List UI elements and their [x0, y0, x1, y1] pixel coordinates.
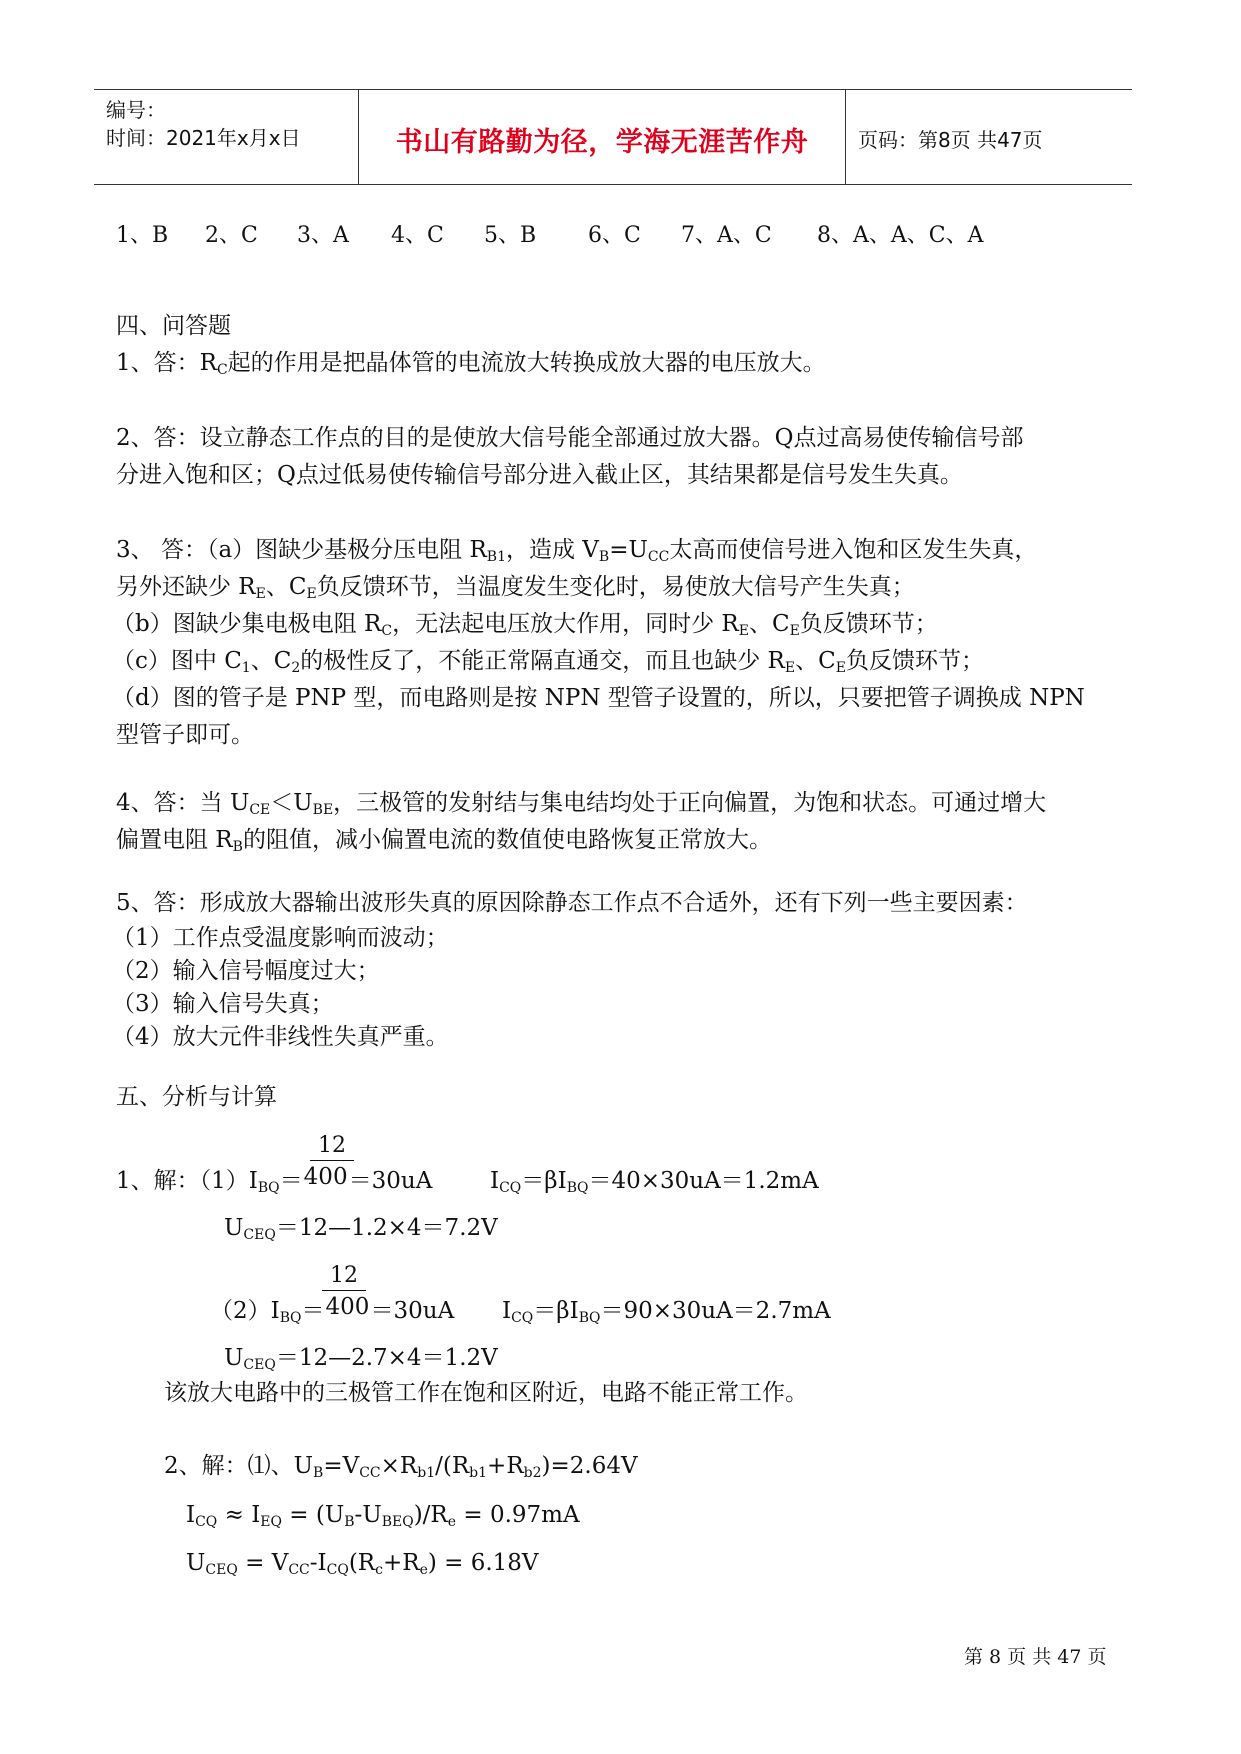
fraction-bar	[322, 1290, 366, 1291]
date-label: 时间：2021年x月x日	[106, 126, 301, 150]
fraction-2	[322, 1263, 366, 1293]
q3-line6: 型管子即可。	[116, 722, 254, 748]
fraction-denominator: 400	[303, 1164, 348, 1190]
calc1-uceq: $U_{CEQ}=12—1.2\times 4=7.2V$	[224, 1215, 498, 1243]
fraction-numerator: 12	[318, 1133, 346, 1158]
page-footer: 第 8 页 共 47 页	[964, 1646, 1107, 1668]
calc2-line1: $(2)I_{BQ}=400=30uA$	[210, 1294, 455, 1326]
mc-answer: 2、C	[205, 223, 258, 248]
mc-answer: 5、B	[484, 223, 537, 248]
q3-line1: 3、 答：（a）图缺少基极分压电阻 $R_{B1}$，造成 $V_B=U_{CC}$太高而使信号进入饱和区发生失真，	[116, 537, 1038, 565]
q1-answer: 1、答：$R_C$起的作用是把晶体管的电流放大转换成放大器的电压放大。	[116, 350, 826, 378]
q5-item: （2）输入信号幅度过大；	[112, 958, 380, 984]
fraction-1	[310, 1133, 354, 1163]
calc2-icq: $I_{CQ}=\beta I_{BQ}=90\times 30uA=2.7mA$	[502, 1298, 831, 1326]
motto: 书山有路勤为径，学海无涯苦作舟	[395, 127, 809, 158]
q2-line2: 分进入饱和区；Q点过低易使传输信号部分进入截止区，其结果都是信号发生失真。	[116, 462, 963, 488]
mc-answer: 1、B	[116, 223, 169, 248]
calc1-line1: 1、解：$(1)I_{BQ}=400=30uA$	[116, 1164, 433, 1196]
page-label: 页码：第8页 共47页	[858, 128, 1043, 152]
q5-item: （4）放大元件非线性失真严重。	[112, 1024, 449, 1050]
q2-line1: 2、答：设立静态工作点的目的是使放大信号能全部通过放大器。Q点过高易使传输信号部	[116, 425, 1024, 451]
section5-title: 五、分析与计算	[116, 1084, 277, 1110]
mc-answer: 8、A、A、C、A	[817, 223, 984, 248]
fraction-denominator: 400	[325, 1294, 370, 1320]
problem2-line2: $I_{CQ} \approx I_{EQ} = (U_B-U_{BEQ})/R_e = 0.97mA$	[186, 1502, 580, 1530]
calc2-note: 该放大电路中的三极管工作在饱和区附近，电路不能正常工作。	[164, 1380, 808, 1406]
problem2-line3: $U_{CEQ} = V_{CC}-I_{CQ}(R_c+R_e) = 6.18V$	[186, 1550, 539, 1578]
mc-answer: 6、C	[588, 223, 641, 248]
section4-title: 四、问答题	[116, 313, 231, 339]
q5-item: （1）工作点受温度影响而波动；	[112, 925, 449, 951]
q5-item: （3）输入信号失真；	[112, 991, 334, 1017]
header-page-cell	[846, 90, 1132, 184]
calc2-uceq: $U_{CEQ}=12—2.7\times 4=1.2V$	[224, 1345, 498, 1373]
mc-answer: 7、A、C	[681, 223, 772, 248]
number-label: 编号：	[106, 98, 166, 122]
q3-line5: （d）图的管子是 PNP 型，而电路则是按 NPN 型管子设置的，所以，只要把管子调换成 NPN	[112, 685, 1085, 711]
fraction-numerator: 12	[330, 1263, 358, 1288]
q3-line4: （c）图中 $C_1$、$C_2$的极性反了，不能正常隔直通交，而且也缺少 $R_E$、$C_E$负反馈环节；	[112, 648, 984, 676]
mc-answer: 4、C	[391, 223, 444, 248]
fraction-bar	[310, 1160, 354, 1161]
calc1-icq: $I_{CQ}=\beta I_{BQ}=40\times 30uA=1.2mA$	[490, 1168, 819, 1196]
header-meta-cell	[94, 90, 358, 184]
q4-line1: 4、答：当 $U_{CE}<U_{BE}$，三极管的发射结与集电结均处于正向偏置，为饱和状态。可通过增大	[116, 790, 1047, 818]
q5-line1: 5、答：形成放大器输出波形失真的原因除静态工作点不合适外，还有下列一些主要因素：	[116, 890, 1028, 916]
header-table	[94, 89, 1132, 185]
header-motto-cell	[358, 90, 846, 184]
problem2-line1: 2、解：⑴、$U_B=V_{CC}\times R_{b1}/(R_{b1}+R_{b2})=2.64V$	[164, 1453, 638, 1481]
mc-answer: 3、A	[297, 223, 349, 248]
q3-line3: （b）图缺少集电极电阻 $R_C$，无法起电压放大作用，同时少 $R_E$、$C_E$负反馈环节；	[112, 611, 938, 639]
q4-line2: 偏置电阻 $R_B$的阻值，减小偏置电流的数值使电路恢复正常放大。	[116, 827, 772, 855]
q3-line2: 另外还缺少 $R_E$、$C_E$负反馈环节，当温度发生变化时，易使放大信号产生失真；	[116, 574, 915, 602]
